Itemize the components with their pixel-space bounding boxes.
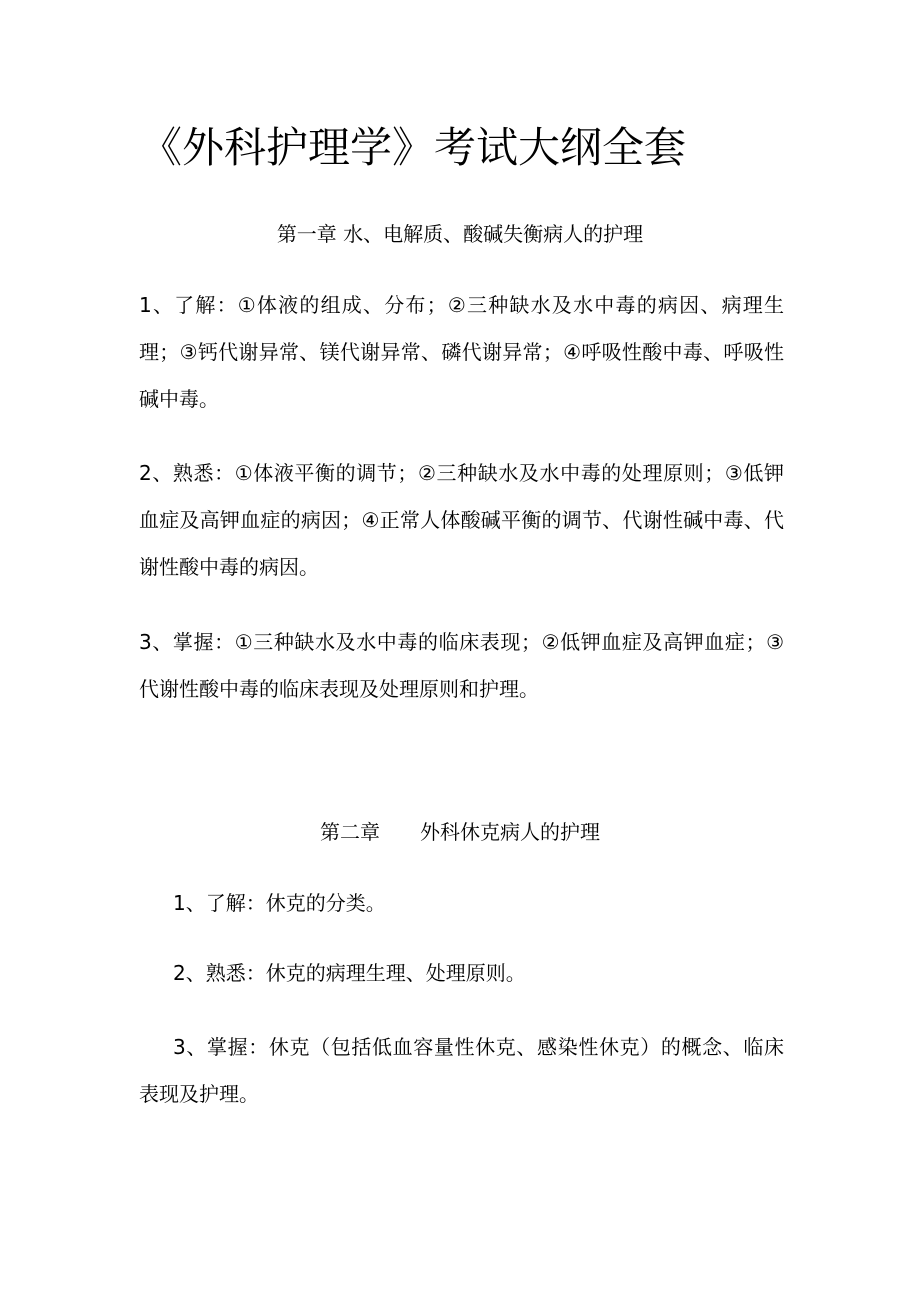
chapter-2-item-master: 3、掌握：休克（包括低血容量性休克、感染性休克）的概念、临床表现及护理。 (139, 1035, 784, 1106)
chapter-1-item-master: 3、掌握：①三种缺水及水中毒的临床表现；②低钾血症及高钾血症；③代谢性酸中毒的临床表现及处理原则和护理。 (139, 630, 784, 701)
document-title: 《外科护理学》考试大纲全套 (140, 123, 687, 172)
chapter-1-item-understand: 1、了解：①体液的组成、分布；②三种缺水及水中毒的病因、病理生理；③钙代谢异常、镁代谢异常、磷代谢异常；④呼吸性酸中毒、呼吸性碱中毒。 (139, 293, 784, 411)
chapter-1-heading: 第一章 水、电解质、酸碱失衡病人的护理 (276, 222, 644, 246)
chapter-1-item-familiar: 2、熟悉：①体液平衡的调节；②三种缺水及水中毒的处理原则；③低钾血症及高钾血症的病因；④正常人体酸碱平衡的调节、代谢性碱中毒、代谢性酸中毒的病因。 (139, 461, 784, 579)
chapter-2-item-familiar: 2、熟悉：休克的病理生理、处理原则。 (173, 961, 526, 985)
chapter-2-heading: 第二章 外科休克病人的护理 (320, 820, 600, 844)
chapter-2-item-understand: 1、了解：休克的分类。 (173, 891, 386, 915)
